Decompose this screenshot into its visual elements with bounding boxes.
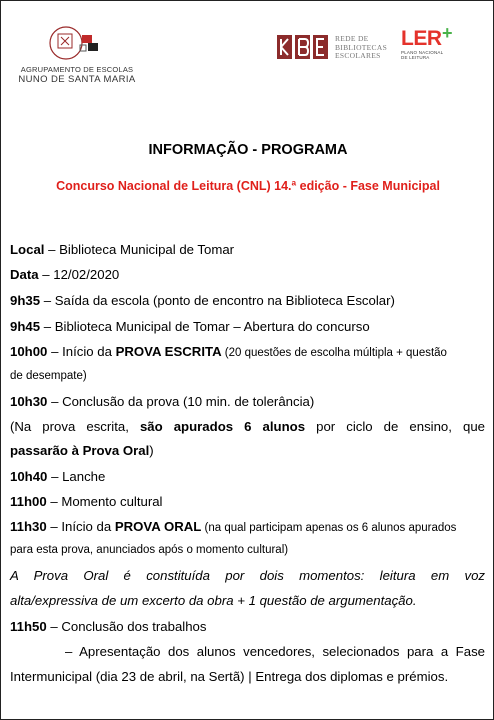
local-value: – Biblioteca Municipal de Tomar xyxy=(44,242,235,257)
network-logo-line2: BIBLIOTECAS xyxy=(335,42,388,52)
schedule-item xyxy=(10,319,370,334)
note-text: por ciclo de ensino, que xyxy=(305,419,485,434)
schedule-item xyxy=(10,293,395,308)
schedule-time: 11h00 xyxy=(10,494,47,509)
ler-logo-word: LER xyxy=(401,27,442,50)
local-label: Local xyxy=(10,242,45,257)
schedule-item xyxy=(10,519,456,534)
schedule-time: 9h35 xyxy=(10,293,41,308)
selection-note xyxy=(10,419,485,434)
network-logo-line3: ESCOLARES xyxy=(335,51,381,60)
date-line xyxy=(10,267,119,282)
note-highlight: são apurados 6 alunos xyxy=(139,419,306,434)
schedule-detail: (20 questões de escolha múltipla + questão xyxy=(221,347,447,359)
local-line xyxy=(10,242,234,257)
school-logo-line1: AGRUPAMENTO DE ESCOLAS xyxy=(20,65,134,74)
note-text: (Na prova escrita, xyxy=(10,419,140,434)
network-logo-line1: REDE DE xyxy=(335,34,369,43)
date-value: – 12/02/2020 xyxy=(38,267,120,282)
school-emblem-icon xyxy=(42,23,112,63)
schedule-item xyxy=(10,394,314,409)
schedule-detail-continued: para esta prova, anunciados após o momento cultural) xyxy=(10,544,289,556)
schedule-time: 11h50 xyxy=(10,619,47,634)
schedule-item xyxy=(10,494,162,509)
schedule-time: 11h30 xyxy=(10,519,47,534)
schedule-item xyxy=(10,469,105,484)
closing-text: – Apresentação dos alunos vencedores, selecionados para a Fase xyxy=(65,644,485,659)
date-label: Data xyxy=(10,267,39,282)
school-logo xyxy=(17,23,137,85)
schedule-item xyxy=(10,619,207,634)
schedule-text: – Conclusão da prova (10 min. de tolerância) xyxy=(47,394,315,409)
schedule-detail: (na qual participam apenas os 6 alunos apurados xyxy=(201,522,457,534)
schedule-text: – Saída da escola (ponto de encontro na Biblioteca Escolar) xyxy=(40,293,395,308)
schedule-time: 10h40 xyxy=(10,469,48,484)
selection-note-end xyxy=(10,443,154,458)
schedule-time: 10h00 xyxy=(10,344,48,359)
ler-logo-line2: DE LEITURA xyxy=(401,55,430,60)
oral-exam-description-end: alta/expressiva de um excerto da obra + 1 questão de argumentação. xyxy=(10,593,417,608)
schedule-detail-continued: de desempate) xyxy=(10,370,87,382)
schedule-text: – Momento cultural xyxy=(46,494,163,509)
ler-logo xyxy=(401,23,471,60)
schedule-text: – Conclusão dos trabalhos xyxy=(46,619,207,634)
document-subtitle: Concurso Nacional de Leitura (CNL) 14.ª edição - Fase Municipal xyxy=(56,179,440,193)
library-network-logo xyxy=(277,35,387,61)
schedule-text: – Início da xyxy=(47,344,116,359)
plus-icon: + xyxy=(442,23,453,43)
schedule-text: – Início da xyxy=(46,519,115,534)
closing-text-end: Intermunicipal (dia 23 de abril, na Sertã) | Entrega dos diplomas e prémios. xyxy=(10,669,449,684)
schedule-time: 10h30 xyxy=(10,394,48,409)
document-title: INFORMAÇÃO - PROGRAMA xyxy=(148,142,348,158)
note-highlight: passarão à Prova Oral xyxy=(10,443,150,458)
schedule-time: 9h45 xyxy=(10,319,41,334)
schedule-highlight: PROVA ORAL xyxy=(114,519,202,534)
note-text: ) xyxy=(149,443,154,458)
library-network-icon xyxy=(277,35,329,59)
schedule-item xyxy=(10,344,447,359)
oral-exam-description: A Prova Oral é constituída por dois momentos: leitura em voz xyxy=(10,568,485,583)
schedule-highlight: PROVA ESCRITA xyxy=(115,344,222,359)
school-logo-line2: NUNO DE SANTA MARIA xyxy=(18,74,136,85)
ler-logo-line1: PLANO NACIONAL xyxy=(401,50,444,55)
schedule-text: – Biblioteca Municipal de Tomar – Abertura do concurso xyxy=(40,319,370,334)
schedule-text: – Lanche xyxy=(47,469,106,484)
